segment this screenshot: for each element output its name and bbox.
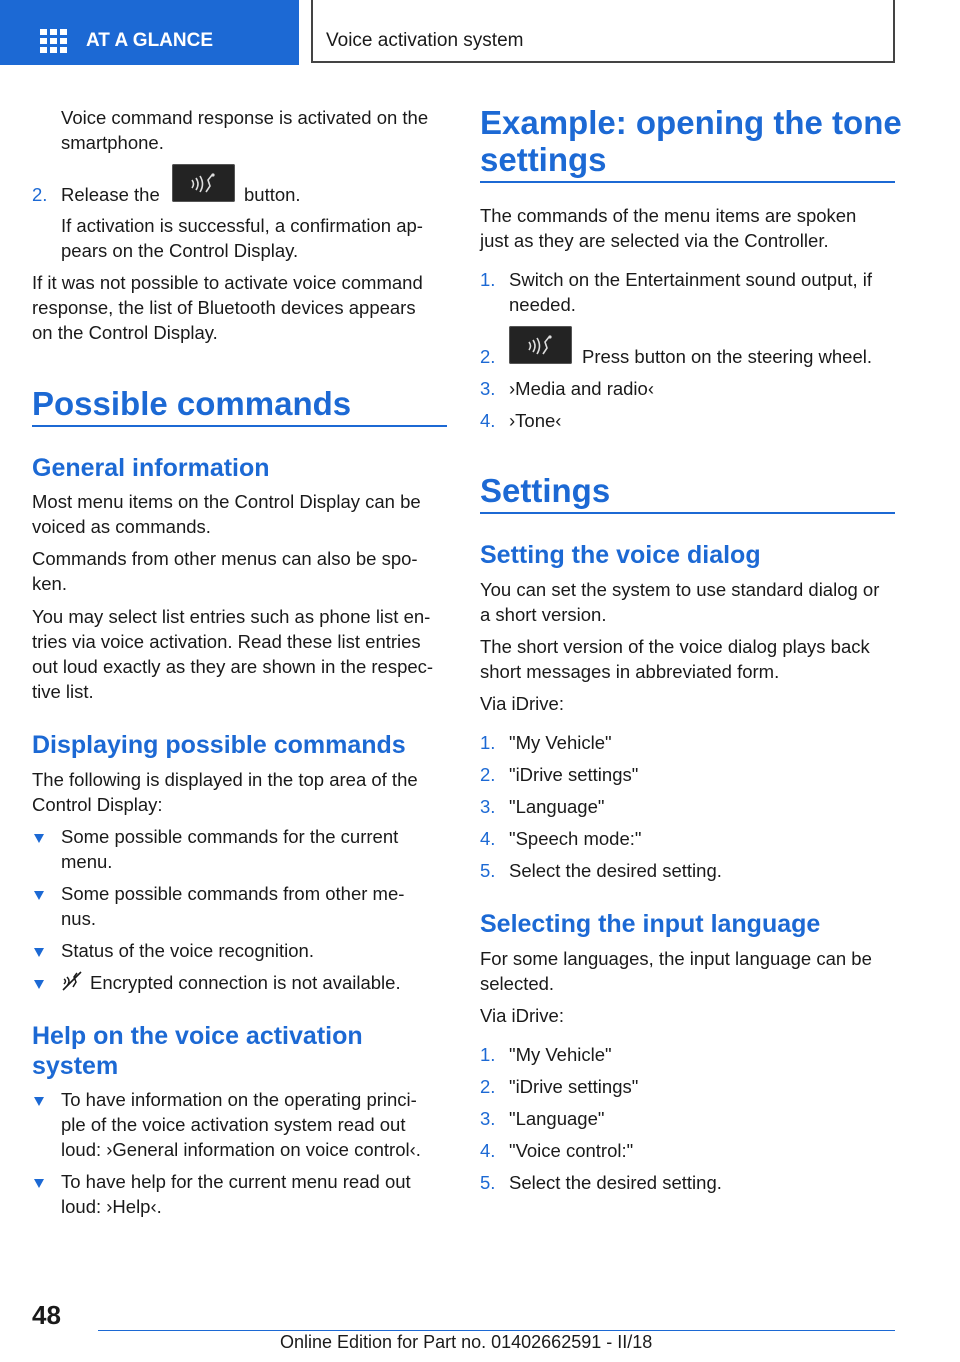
section-tab[interactable] bbox=[0, 0, 299, 65]
no-encryption-icon bbox=[61, 970, 83, 992]
voice-command-button-icon bbox=[509, 326, 572, 364]
step-text: "Speech mode:" bbox=[509, 828, 642, 849]
bullet-text: Some possible commands for the current bbox=[61, 826, 399, 847]
step-text: "Language" bbox=[509, 1108, 605, 1129]
bullet-text: menu. bbox=[61, 851, 113, 872]
voice-command-button-icon bbox=[172, 164, 235, 202]
step-text: needed. bbox=[509, 294, 576, 315]
paragraph-line: on the Control Display. bbox=[32, 322, 218, 343]
intro-line: Voice command response is activated on the bbox=[61, 107, 429, 128]
heading-rule bbox=[480, 512, 895, 514]
page-number: 48 bbox=[32, 1300, 61, 1330]
heading-rule bbox=[480, 181, 895, 183]
paragraph-line: The following is displayed in the top area of the bbox=[32, 769, 418, 790]
step-number: 4. bbox=[480, 828, 496, 849]
paragraph-line: a short version. bbox=[480, 604, 607, 625]
step-text: "iDrive settings" bbox=[509, 1076, 639, 1097]
step-text: Select the desired setting. bbox=[509, 860, 722, 881]
step-number: 4. bbox=[480, 410, 496, 431]
bullet-text: loud: ›General information on voice control‹. bbox=[61, 1139, 421, 1160]
bullet-text: loud: ›Help‹. bbox=[61, 1196, 162, 1217]
paragraph-line: The short version of the voice dialog plays back bbox=[480, 636, 870, 657]
step-text: "Language" bbox=[509, 796, 605, 817]
bullet-text: Encrypted connection is not available. bbox=[90, 972, 401, 993]
section-label: AT A GLANCE bbox=[86, 30, 214, 51]
heading-settings: Settings bbox=[480, 472, 611, 509]
grid-icon bbox=[40, 29, 67, 53]
heading-general-information: General information bbox=[32, 454, 270, 482]
step-text: ›Media and radio‹ bbox=[509, 378, 654, 399]
bullet-triangle-icon bbox=[34, 1179, 44, 1188]
paragraph-line: tries via voice activation. Read these list entries bbox=[32, 631, 421, 652]
chapter-header bbox=[311, 0, 895, 63]
paragraph-line: ken. bbox=[32, 573, 67, 594]
paragraph-line: just as they are selected via the Controller. bbox=[480, 230, 829, 251]
paragraph-line: short messages in abbreviated form. bbox=[480, 661, 780, 682]
heading-rule bbox=[32, 425, 447, 427]
paragraph-line: You can set the system to use standard dialog or bbox=[480, 579, 880, 600]
bullet-text: ple of the voice activation system read out bbox=[61, 1114, 406, 1135]
step-number: 1. bbox=[480, 269, 496, 290]
bullet-triangle-icon bbox=[34, 980, 44, 989]
heading-displaying-commands: Displaying possible commands bbox=[32, 731, 406, 759]
paragraph-line: Control Display: bbox=[32, 794, 163, 815]
step-number: 5. bbox=[480, 860, 496, 881]
paragraph-line: voiced as commands. bbox=[32, 516, 211, 537]
paragraph-line: Via iDrive: bbox=[480, 693, 564, 714]
bullet-triangle-icon bbox=[34, 1097, 44, 1106]
step-text: Press button on the steering wheel. bbox=[582, 346, 873, 367]
chapter-title: Voice activation system bbox=[326, 30, 524, 51]
bullet-text: Some possible commands from other me- bbox=[61, 883, 405, 904]
bullet-text: Status of the voice recognition. bbox=[61, 940, 314, 961]
step-number: 3. bbox=[480, 1108, 496, 1129]
bullet-text: To have information on the operating princi- bbox=[61, 1089, 417, 1110]
paragraph-line: You may select list entries such as phone list en- bbox=[32, 606, 431, 627]
paragraph-line: Most menu items on the Control Display can be bbox=[32, 491, 421, 512]
step-number: 3. bbox=[480, 796, 496, 817]
heading-input-language: Selecting the input language bbox=[480, 910, 821, 938]
bullet-triangle-icon bbox=[34, 948, 44, 957]
step-text: "Voice control:" bbox=[509, 1140, 634, 1161]
step-number: 1. bbox=[480, 1044, 496, 1065]
paragraph-line: Commands from other menus can also be spo- bbox=[32, 548, 418, 569]
step-number: 1. bbox=[480, 732, 496, 753]
step-text: Select the desired setting. bbox=[509, 1172, 722, 1193]
step-number: 2. bbox=[480, 764, 496, 785]
footer-edition: Online Edition for Part no. 01402662591 - II/18 bbox=[280, 1332, 653, 1352]
step-number: 2. bbox=[480, 346, 496, 367]
paragraph-line: tive list. bbox=[32, 681, 94, 702]
step-text: pears on the Control Display. bbox=[61, 240, 299, 261]
paragraph-line: The commands of the menu items are spoken bbox=[480, 205, 857, 226]
step-text: If activation is successful, a confirmation ap- bbox=[61, 215, 423, 236]
step-text: "My Vehicle" bbox=[509, 1044, 612, 1065]
bullet-triangle-icon bbox=[34, 891, 44, 900]
step-text: ›Tone‹ bbox=[509, 410, 562, 431]
intro-line: smartphone. bbox=[61, 132, 164, 153]
step-number: 2. bbox=[480, 1076, 496, 1097]
step-text: "My Vehicle" bbox=[509, 732, 612, 753]
step-text: "iDrive settings" bbox=[509, 764, 639, 785]
step-number: 3. bbox=[480, 378, 496, 399]
step-text: button. bbox=[244, 184, 301, 205]
step-number: 2. bbox=[32, 184, 48, 205]
paragraph-line: For some languages, the input language can be bbox=[480, 948, 872, 969]
paragraph-line: response, the list of Bluetooth devices appears bbox=[32, 297, 416, 318]
bullet-text: To have help for the current menu read out bbox=[61, 1171, 411, 1192]
step-number: 5. bbox=[480, 1172, 496, 1193]
paragraph-line: If it was not possible to activate voice command bbox=[32, 272, 423, 293]
paragraph-line: selected. bbox=[480, 973, 555, 994]
heading-possible-commands: Possible commands bbox=[32, 385, 352, 422]
step-text: Switch on the Entertainment sound output, if bbox=[509, 269, 873, 290]
heading-example: Example: opening the tone bbox=[480, 104, 902, 141]
heading-help: system bbox=[32, 1052, 119, 1080]
paragraph-line: Via iDrive: bbox=[480, 1005, 564, 1026]
heading-help: Help on the voice activation bbox=[32, 1022, 363, 1050]
heading-voice-dialog: Setting the voice dialog bbox=[480, 541, 761, 569]
step-text: Release the bbox=[61, 184, 160, 205]
footer-rule bbox=[98, 1330, 895, 1331]
heading-example: settings bbox=[480, 141, 607, 178]
step-number: 4. bbox=[480, 1140, 496, 1161]
paragraph-line: out loud exactly as they are shown in the respec- bbox=[32, 656, 434, 677]
bullet-text: nus. bbox=[61, 908, 96, 929]
bullet-triangle-icon bbox=[34, 834, 44, 843]
